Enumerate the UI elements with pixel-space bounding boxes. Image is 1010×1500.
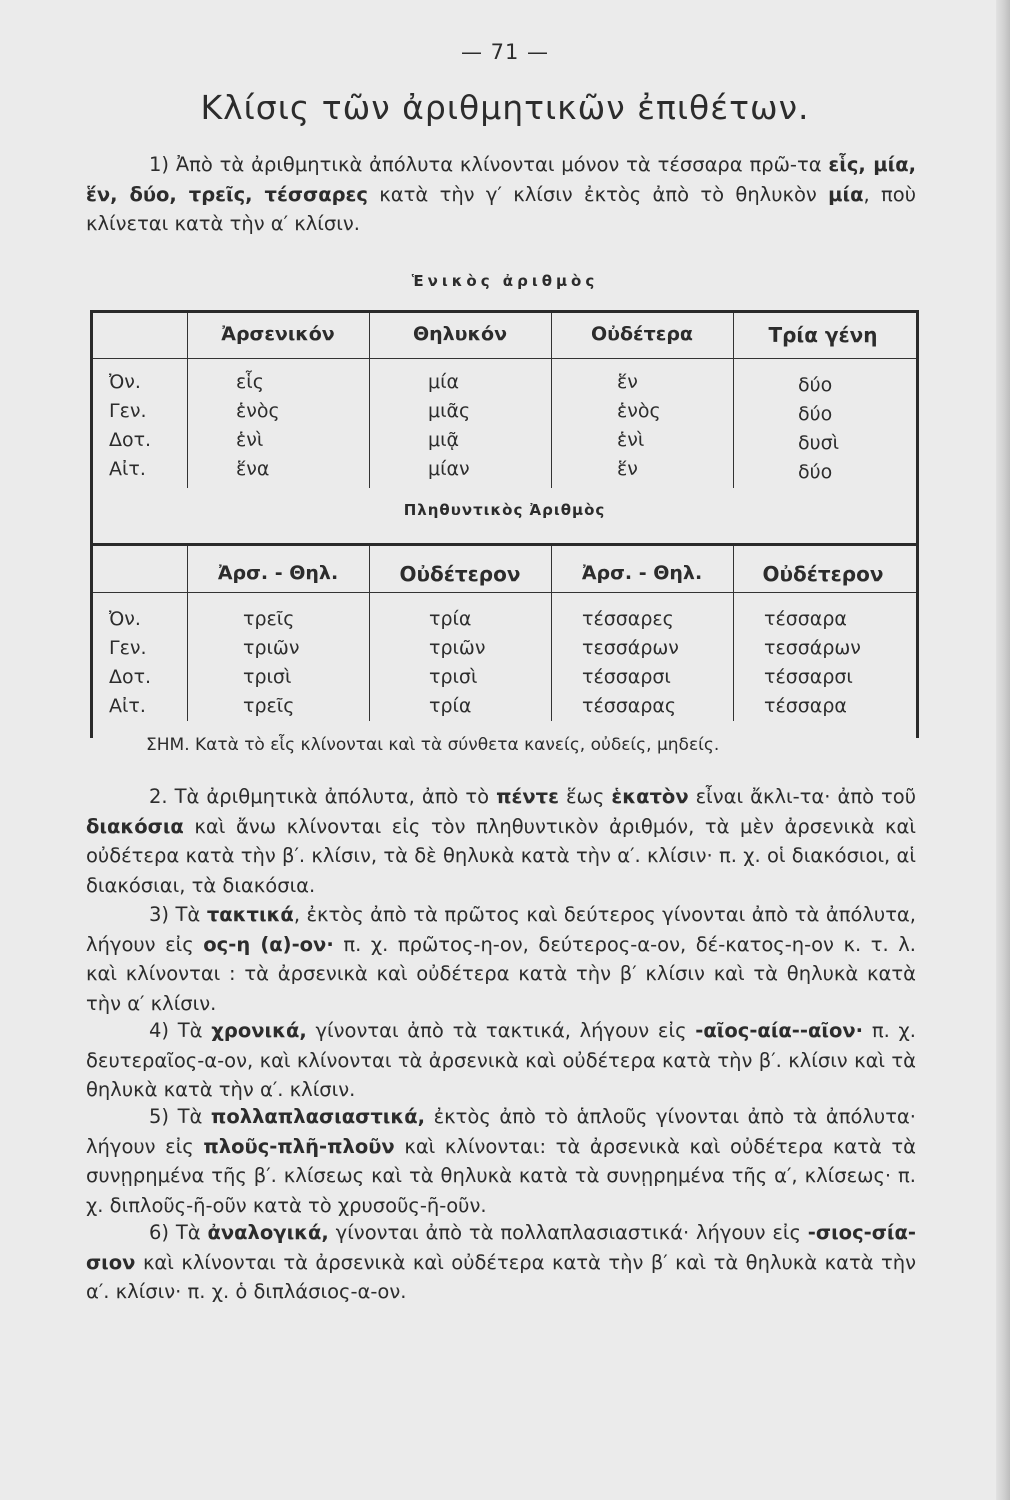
table-cell: μίαν [428, 458, 470, 480]
plural-caption: Πληθυντικὸς Ἀριθμὸς [403, 501, 606, 519]
header-rule [93, 592, 916, 593]
table-cell: τέσσαρσι [764, 666, 853, 688]
table-cell: τεσσάρων [764, 637, 861, 659]
page-title: Κλίσις τῶν ἀριθμητικῶν ἐπιθέτων. [200, 88, 810, 127]
p5-bold: πλοῦς-πλῆ-πλοῦν [203, 1134, 395, 1158]
p6-text: καὶ κλίνονται τὰ ἀρσενικὰ καὶ οὐδέτερα κατὰ τὴν β′ καὶ τὰ θηλυκὰ κατὰ τὴν α′. κλίσιν· π. χ. ὁ διπλάσιος-α-ον. [86, 1250, 916, 1303]
table-cell: τρία [429, 608, 472, 630]
table-cell: μιᾶς [428, 400, 471, 422]
p6-text: 6) Τὰ [149, 1221, 208, 1244]
header-rule [93, 358, 916, 359]
table-cell: τέσσαρα [764, 695, 847, 717]
table-cell: τρεῖς [243, 695, 295, 717]
p2-bold: πέντε [496, 785, 559, 808]
table-cell: τρία [429, 695, 472, 717]
case-label: Δοτ. [109, 429, 152, 451]
table-row [93, 695, 916, 725]
page-edge [996, 0, 1010, 1500]
table-cell: δύο [798, 461, 833, 483]
table-cell: ἑνὸς [236, 400, 280, 422]
table-cell: τρεῖς [243, 608, 295, 630]
intro-text-2: κατὰ τὴν γ′ κλίσιν ἐκτὸς ἀπὸ τὸ θηλυκὸν [367, 182, 829, 206]
table-cell: τέσσαρες [582, 608, 674, 630]
p4-text: 4) Τὰ [149, 1019, 212, 1042]
table-cell: ἑνὸς [617, 400, 661, 422]
table-row [93, 371, 916, 401]
note: ΣΗΜ. Κατὰ τὸ εἷς κλίνονται καὶ τὰ σύνθετα κανείς, οὐδείς, μηδείς. [146, 735, 720, 755]
p2-text: 2. Τὰ ἀριθμητικὰ ἀπόλυτα, ἀπὸ τὸ [149, 785, 497, 808]
table-cell: δυσὶ [798, 432, 840, 454]
intro-paragraph [86, 150, 916, 239]
col-header-three-genders: Τρία γένη [768, 323, 878, 347]
p4-text: π. χ. δευτεραῖος-α-ον, καὶ κλίνονται τὰ ἀρσενικὰ καὶ οὐδέτερα κατὰ τὴν β′. κλίσιν καὶ τὰ θηλυκὰ κατὰ τὴν α′. κλίσιν. [86, 1019, 916, 1101]
p3-text: , ἐκτὸς ἀπὸ τὰ πρῶτος καὶ δεύτερος γίνονται ἀπὸ τὰ ἀπόλυτα, λήγουν εἰς [86, 903, 916, 956]
p6-text: γίνονται ἀπὸ τὰ πολλαπλασιαστικά· λήγουν εἰς [328, 1221, 808, 1244]
table-cell: τέσσαρα [764, 608, 847, 630]
p5-text: 5) Τὰ [149, 1105, 211, 1128]
col-header-masc-fem: Ἀρσ. - Θηλ. [217, 562, 339, 584]
paragraph-6 [86, 1218, 916, 1307]
table-cell: ἕν [617, 458, 638, 480]
table-cell: μιᾷ [428, 429, 460, 451]
paragraph-3 [86, 900, 916, 1018]
intro-bold-2: μία [828, 182, 864, 206]
p4-bold: χρονικά, [211, 1019, 307, 1042]
paragraph-2 [86, 782, 916, 900]
case-label: Ὀν. [109, 608, 141, 630]
p2-text: εἶναι ἄκλι-τα· ἀπὸ τοῦ [688, 785, 917, 808]
case-label: Δοτ. [109, 666, 152, 688]
table-cell: ἕν [617, 371, 638, 393]
table-cell: τρισὶ [243, 666, 292, 688]
table-row [93, 666, 916, 696]
p2-text: καὶ ἄνω κλίνονται εἰς τὸν πληθυντικὸν ἀριθμόν, τὰ μὲν ἀρσενικὰ καὶ οὐδέτερα κατὰ τὴν β′. κλίσιν, τὰ δὲ θηλυκὰ κατὰ τὴν α′. κλίσιν· π. χ. οἱ διακόσιοι, αἱ διακόσιαι, τὰ διακόσια. [86, 814, 916, 897]
plural-table [90, 543, 919, 738]
paragraph-5 [86, 1102, 916, 1220]
p3-text: 3) Τὰ [149, 903, 207, 926]
p2-text: ἕως [558, 785, 612, 808]
intro-text-3: , ποὺ κλίνεται κατὰ τὴν α′ κλίσιν. [86, 182, 917, 235]
table-cell: μία [428, 371, 460, 393]
case-label: Αἰτ. [109, 695, 146, 717]
case-label: Γεν. [109, 400, 147, 422]
p4-text: γίνονται ἀπὸ τὰ τακτικά, λήγουν εἰς [306, 1019, 696, 1042]
col-header-neuter: Οὐδέτερον [762, 562, 884, 586]
col-header-masc-fem: Ἀρσ. - Θηλ. [581, 562, 703, 584]
table-cell: τεσσάρων [582, 637, 679, 659]
page-number: — 71 — [460, 40, 550, 64]
singular-table [90, 310, 919, 545]
p5-bold: πολλαπλασιαστικά, [210, 1105, 426, 1128]
table-row [93, 637, 916, 667]
table-cell: δύο [798, 403, 833, 425]
col-header-neuter: Οὐδέτερον [399, 562, 521, 586]
p4-bold: -αῖος-αία--αῖον· [695, 1019, 864, 1042]
singular-caption: Ἑνικὸς ἀριθμὸς [411, 272, 599, 290]
p6-bold: -σιος-σία-σιον [86, 1221, 916, 1274]
table-cell: τέσσαρας [582, 695, 677, 717]
table-cell: τρισὶ [429, 666, 478, 688]
table-cell: δύο [798, 374, 833, 396]
p5-text: καὶ κλίνονται: τὰ ἀρσενικὰ καὶ οὐδέτερα κατὰ τὰ συνῃρημένα τῆς β′. κλίσεως καὶ τὰ θηλυκὰ κατὰ τὰ συνῃρημένα τῆς α′, κλίσεως· π. χ. διπλοῦς-ῆ-οῦν κατὰ τὸ χρυσοῦς-ῆ-οῦν. [86, 1134, 916, 1217]
p6-bold: ἀναλογικά, [207, 1221, 329, 1244]
table-cell: ἑνὶ [617, 429, 645, 451]
table-cell: ἑνὶ [236, 429, 264, 451]
intro-bold-1: εἷς, μία, ἕν, δύο, τρεῖς, τέσσαρες [86, 153, 916, 206]
table-row [93, 400, 916, 430]
col-header-masculine: Ἀρσενικόν [221, 323, 335, 345]
case-label: Γεν. [109, 637, 147, 659]
case-label: Αἰτ. [109, 458, 146, 480]
table-cell: τριῶν [429, 637, 486, 659]
table-cell: τέσσαρσι [582, 666, 671, 688]
col-header-feminine: Θηλυκόν [412, 323, 508, 345]
table-row [93, 608, 916, 638]
intro-text-1: 1) Ἀπὸ τὰ ἀριθμητικὰ ἀπόλυτα κλίνονται μόνον τὰ τέσσαρα πρῶ-τα [149, 153, 829, 176]
p2-bold: ἑκατὸν [611, 785, 689, 808]
table-row [93, 429, 916, 459]
p2-bold: διακόσια [86, 814, 184, 838]
case-label: Ὀν. [109, 371, 141, 393]
table-cell: εἷς [236, 371, 264, 393]
col-header-neuter: Οὐδέτερα [591, 323, 693, 345]
p3-bold: ος-η (α)-ον· [203, 932, 334, 956]
table-cell: τριῶν [243, 637, 300, 659]
table-cell: ἕνα [236, 458, 270, 480]
paragraph-4 [86, 1016, 916, 1105]
p3-text: π. χ. πρῶτος-η-ον, δεύτερος-α-ον, δέ-κατος-η-ον κ. τ. λ. καὶ κλίνονται : τὰ ἀρσενικὰ καὶ οὐδέτερα κατὰ τὴν β′ κλίσιν καὶ τὰ θηλυκὰ κατὰ τὴν α′ κλίσιν. [86, 932, 917, 1015]
table-row [93, 458, 916, 488]
p5-text: ἐκτὸς ἀπὸ τὸ ἁπλοῦς γίνονται ἀπὸ τὰ ἀπόλυτα· λήγουν εἰς [86, 1105, 916, 1158]
p3-bold: τακτικά [206, 903, 294, 926]
